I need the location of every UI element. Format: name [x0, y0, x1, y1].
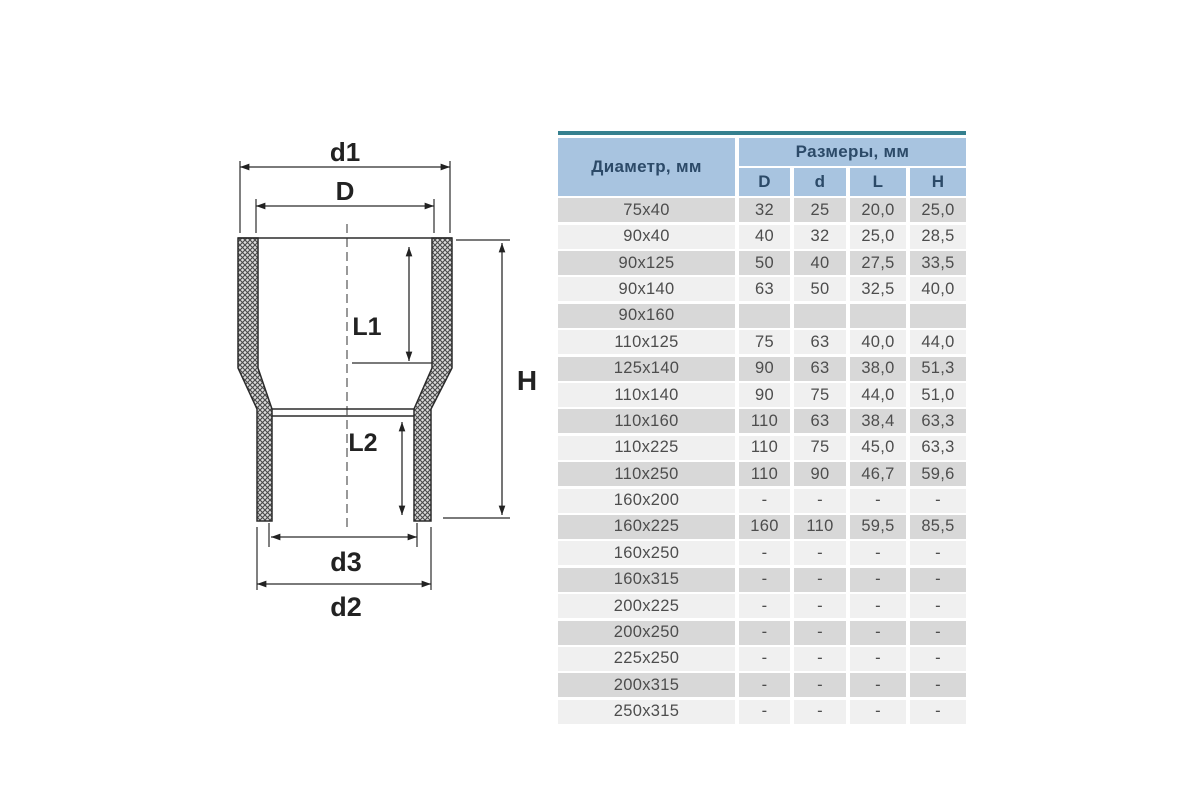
table-cell: 27,5 [850, 251, 906, 275]
table-top-accent-bar [558, 131, 966, 135]
d2-label: d2 [330, 592, 362, 622]
left-wall-section [238, 238, 272, 521]
table-cell: - [850, 541, 906, 565]
table-row-size: 250x315 [558, 700, 735, 724]
table-cell: - [794, 541, 846, 565]
table-cell: - [739, 594, 790, 618]
table-cell: 160 [739, 515, 790, 539]
table-cell: 63 [794, 409, 846, 433]
table-cell: - [850, 594, 906, 618]
table-cell: - [794, 700, 846, 724]
table-cell: 38,0 [850, 357, 906, 381]
table-cell: - [794, 673, 846, 697]
table-row-size: 125x140 [558, 357, 735, 381]
table-row-size: 160x200 [558, 489, 735, 513]
table-cell: - [794, 568, 846, 592]
table-cell: - [910, 594, 966, 618]
table-cell: - [794, 647, 846, 671]
table-cell: - [910, 541, 966, 565]
table-grid [558, 138, 966, 724]
table-row-size: 160x315 [558, 568, 735, 592]
table-cell: 50 [794, 277, 846, 301]
reducer-technical-drawing [0, 0, 560, 800]
table-cell: 40,0 [910, 277, 966, 301]
table-cell: 59,6 [910, 462, 966, 486]
table-row-size: 200x225 [558, 594, 735, 618]
table-row-size: 225x250 [558, 647, 735, 671]
table-cell: - [910, 647, 966, 671]
table-cell: 110 [739, 436, 790, 460]
table-cell: 63 [739, 277, 790, 301]
diameter-column-header: Диаметр, мм [558, 138, 735, 196]
table-cell: - [794, 621, 846, 645]
table-cell: 25,0 [910, 198, 966, 222]
L1-label: L1 [352, 313, 382, 341]
table-cell [739, 304, 790, 328]
table-cell: 33,5 [910, 251, 966, 275]
table-cell [850, 304, 906, 328]
table-cell: 28,5 [910, 225, 966, 249]
table-cell: 44,0 [910, 330, 966, 354]
table-row-size: 110x140 [558, 383, 735, 407]
table-cell: - [910, 489, 966, 513]
table-cell: 75 [794, 436, 846, 460]
table-row-size: 200x250 [558, 621, 735, 645]
table-row-size: 110x250 [558, 462, 735, 486]
table-cell: 90 [739, 383, 790, 407]
d3-label: d3 [330, 547, 362, 577]
table-cell: - [739, 489, 790, 513]
table-cell: - [794, 594, 846, 618]
table-cell: - [850, 673, 906, 697]
table-cell: 63,3 [910, 436, 966, 460]
table-cell: - [739, 621, 790, 645]
table-cell: 45,0 [850, 436, 906, 460]
table-row-size: 90x125 [558, 251, 735, 275]
table-cell: - [910, 568, 966, 592]
D-label: D [335, 176, 355, 206]
table-cell: 38,4 [850, 409, 906, 433]
sizes-group-header: Размеры, мм [739, 138, 966, 166]
table-cell: - [850, 621, 906, 645]
table-cell: 63 [794, 330, 846, 354]
d1-label: d1 [329, 137, 361, 167]
table-cell: - [850, 647, 906, 671]
table-cell: 110 [739, 409, 790, 433]
column-header-d: d [794, 168, 846, 196]
table-row-size: 110x225 [558, 436, 735, 460]
column-header-H: H [910, 168, 966, 196]
table-cell: - [739, 541, 790, 565]
table-row-size: 160x250 [558, 541, 735, 565]
column-header-D: D [739, 168, 790, 196]
table-cell: 20,0 [850, 198, 906, 222]
table-cell: - [850, 700, 906, 724]
table-cell: 110 [739, 462, 790, 486]
table-cell: - [910, 700, 966, 724]
table-cell: 51,3 [910, 357, 966, 381]
table-cell: - [739, 568, 790, 592]
table-cell: - [850, 489, 906, 513]
table-cell [794, 304, 846, 328]
reducer-drawing-svg [0, 0, 560, 800]
table-cell: 32 [739, 198, 790, 222]
table-cell: 90 [794, 462, 846, 486]
table-cell: - [850, 568, 906, 592]
table-cell: 25,0 [850, 225, 906, 249]
table-cell: - [794, 489, 846, 513]
dimensions-table [558, 131, 966, 724]
table-cell: 63,3 [910, 409, 966, 433]
right-wall-section [414, 238, 452, 521]
table-row-size: 75x40 [558, 198, 735, 222]
table-cell: 25 [794, 198, 846, 222]
table-cell: - [739, 700, 790, 724]
table-cell: 90 [739, 357, 790, 381]
table-cell: 75 [794, 383, 846, 407]
H-label: H [516, 365, 538, 396]
table-cell: - [910, 621, 966, 645]
table-cell: - [910, 673, 966, 697]
table-cell: 40 [794, 251, 846, 275]
table-row-size: 110x125 [558, 330, 735, 354]
L2-label: L2 [348, 429, 378, 457]
table-row-size: 90x140 [558, 277, 735, 301]
table-cell: 59,5 [850, 515, 906, 539]
table-cell: 63 [794, 357, 846, 381]
table-cell: 40 [739, 225, 790, 249]
table-cell: 44,0 [850, 383, 906, 407]
table-cell: 51,0 [910, 383, 966, 407]
table-cell: 50 [739, 251, 790, 275]
table-row-size: 90x40 [558, 225, 735, 249]
table-cell: 32 [794, 225, 846, 249]
table-cell: - [739, 647, 790, 671]
table-cell: 110 [794, 515, 846, 539]
table-cell [910, 304, 966, 328]
table-row-size: 200x315 [558, 673, 735, 697]
table-row-size: 160x225 [558, 515, 735, 539]
table-cell: - [739, 673, 790, 697]
table-row-size: 110x160 [558, 409, 735, 433]
table-cell: 40,0 [850, 330, 906, 354]
table-cell: 46,7 [850, 462, 906, 486]
table-cell: 85,5 [910, 515, 966, 539]
table-cell: 32,5 [850, 277, 906, 301]
table-cell: 75 [739, 330, 790, 354]
column-header-L: L [850, 168, 906, 196]
table-row-size: 90x160 [558, 304, 735, 328]
